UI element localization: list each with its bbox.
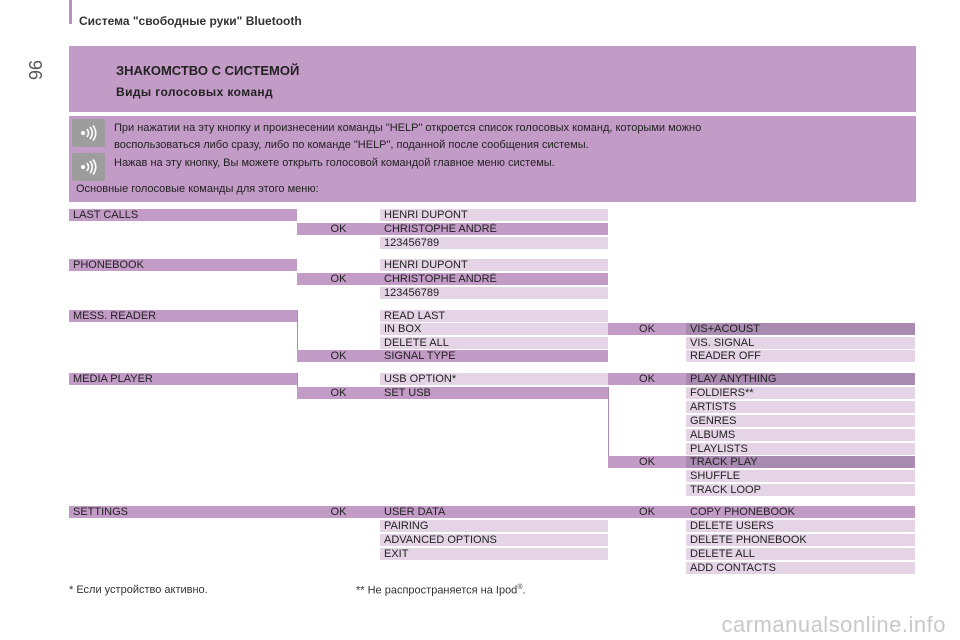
menu-subitem: DELETE USERS	[686, 520, 915, 532]
menu-subitem: TRACK LOOP	[686, 484, 915, 496]
header-box	[69, 46, 916, 112]
menu-subitem: SHUFFLE	[686, 470, 915, 482]
menu-item: HENRI DUPONT	[380, 259, 608, 271]
ok-label: OK	[608, 323, 686, 335]
page-subtitle: Виды голосовых команд	[116, 85, 274, 99]
registered-mark: ®	[517, 584, 523, 591]
info-text-help: При нажатии на эту кнопку и произнесении команды "HELP" откроется список голосовых команд, которыми можно	[114, 122, 702, 134]
menu-item: CHRISTOPHE ANDRÉ	[380, 273, 608, 285]
menu-item: PAIRING	[380, 520, 608, 532]
menu-subitem: ARTISTS	[686, 401, 915, 413]
menu-item: IN BOX	[380, 323, 608, 335]
ok-label: OK	[297, 506, 380, 518]
menu-item: USER DATA	[380, 506, 608, 518]
menu-last-calls: LAST CALLS	[69, 209, 297, 221]
watermark: carmanualsonline.info	[721, 612, 946, 637]
footnote-active: * Если устройство активно.	[69, 584, 208, 596]
section-title: Система "свободные руки" Bluetooth	[79, 14, 302, 28]
menu-subitem: GENRES	[686, 415, 915, 427]
menu-subitem: READER OFF	[686, 350, 915, 362]
menu-item: 123456789	[380, 287, 608, 299]
menu-mess-reader: MESS. READER	[69, 310, 297, 322]
menu-subitem: COPY PHONEBOOK	[686, 506, 915, 518]
menu-item: USB OPTION*	[380, 373, 608, 385]
menu-subitem: FOLDIERS**	[686, 387, 915, 399]
menu-subitem: ALBUMS	[686, 429, 915, 441]
menu-subitem: TRACK PLAY	[686, 456, 915, 468]
footnote-ipod-text: ** Не распространяется на Ipod	[356, 584, 518, 597]
menu-subitem: DELETE PHONEBOOK	[686, 534, 915, 546]
menu-item: SET USB	[380, 387, 608, 399]
info-text-basic-commands: Основные голосовые команды для этого меню:	[76, 183, 319, 195]
ok-label: OK	[297, 273, 380, 285]
menu-item: CHRISTOPHE ANDRÉ	[380, 223, 608, 235]
menu-subitem: DELETE ALL	[686, 548, 915, 560]
footnote-ipod	[356, 584, 526, 597]
menu-subitem: VIS+ACOUST	[686, 323, 915, 335]
menu-item: 123456789	[380, 237, 608, 249]
menu-subitem: ADD CONTACTS	[686, 562, 915, 574]
menu-item: EXIT	[380, 548, 608, 560]
page-title: ЗНАКОМСТВО С СИСТЕМОЙ	[116, 63, 300, 78]
tree-line	[608, 387, 609, 462]
ok-label: OK	[297, 223, 380, 235]
menu-subitem: PLAY ANYTHING	[686, 373, 915, 385]
menu-item: DELETE ALL	[380, 337, 608, 349]
menu-item: HENRI DUPONT	[380, 209, 608, 221]
menu-subitem: PLAYLISTS	[686, 443, 915, 455]
menu-media-player: MEDIA PLAYER	[69, 373, 297, 385]
menu-item: ADVANCED OPTIONS	[380, 534, 608, 546]
menu-item: READ LAST	[380, 310, 608, 322]
footnote-ipod-end: .	[522, 584, 526, 597]
page-number: 96	[25, 59, 45, 81]
ok-label: OK	[608, 456, 686, 468]
ok-label: OK	[608, 506, 686, 518]
ok-label: OK	[608, 373, 686, 385]
info-text-main-menu: Нажав на эту кнопку, Вы можете открыть голосовой командой главное меню системы.	[114, 157, 555, 169]
ok-label: OK	[297, 350, 380, 362]
menu-subitem: VIS. SIGNAL	[686, 337, 915, 349]
info-text-help-cont: воспользоваться либо сразу, либо по команде "HELP", поданной после сообщения системы.	[114, 139, 589, 151]
voice-command-icon	[72, 119, 105, 147]
menu-phonebook: PHONEBOOK	[69, 259, 297, 271]
voice-command-icon	[72, 153, 105, 181]
left-rule	[69, 0, 72, 24]
menu-item: SIGNAL TYPE	[380, 350, 608, 362]
ok-label: OK	[297, 387, 380, 399]
menu-settings: SETTINGS	[69, 506, 297, 518]
